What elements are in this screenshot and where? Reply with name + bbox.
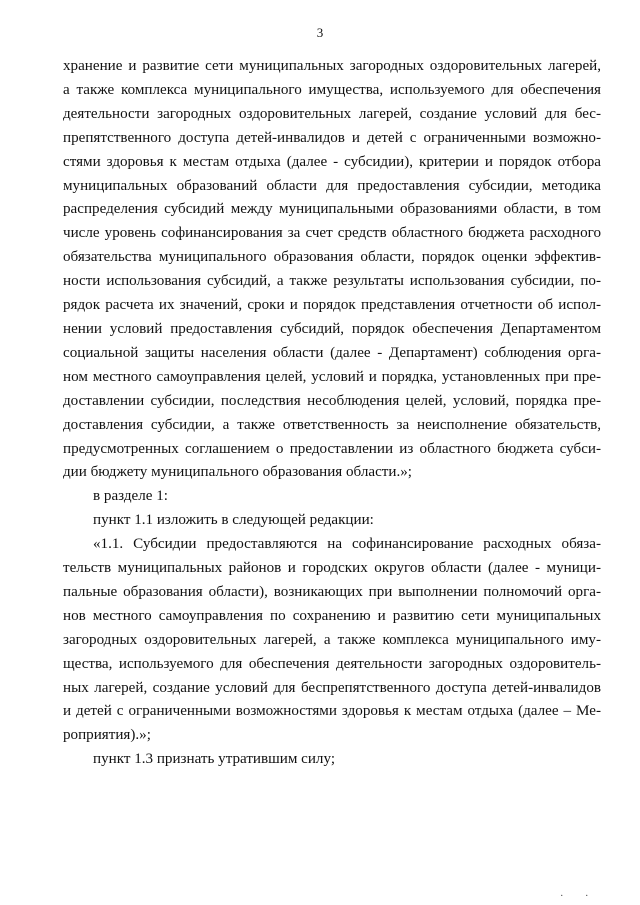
paragraph xyxy=(63,485,601,509)
text-line: числе уровень софинансирования за счет средств областного бюджета расходного xyxy=(63,225,601,242)
text-line: нении условий предоставления субсидий, порядок обеспечения Департаментом xyxy=(63,320,601,337)
scan-marks: . . xyxy=(560,888,598,899)
text-line: муниципальных образований области для предоставления субсидии, методика xyxy=(63,177,601,194)
text-line: рядок расчета их значений, сроки и порядок представления отчетности об испол- xyxy=(63,297,601,314)
text-line: роприятия).»; xyxy=(63,727,151,744)
text-line: стями здоровья к местам отдыха (далее - субсидии), критерии и порядок отбора xyxy=(63,153,601,170)
document-body xyxy=(63,55,601,772)
text-line: в разделе 1: xyxy=(93,488,168,505)
paragraph xyxy=(63,509,601,533)
page-number: 3 xyxy=(316,25,324,40)
text-line: социальной защиты населения области (далее - Департамент) соблюдения орга- xyxy=(63,344,601,361)
paragraph xyxy=(63,748,601,772)
paragraph xyxy=(63,533,601,748)
text-line: пункт 1.1 изложить в следующей редакции: xyxy=(93,512,374,529)
text-line: обязательства муниципального образования области, порядок оценки эффектив- xyxy=(63,249,601,266)
text-line: нов местного самоуправления по сохранению и развитию сети муниципальных xyxy=(63,607,601,624)
text-line: распределения субсидий между муниципальными образованиями области, в том xyxy=(63,201,601,218)
text-line: и детей с ограниченными возможностями здоровья к местам отдыха (далее – Ме- xyxy=(63,703,601,720)
text-line: ных лагерей, создание условий для беспрепятственного доступа детей-инвалидов xyxy=(63,679,601,696)
text-line: пункт 1.3 признать утратившим силу; xyxy=(93,751,336,768)
text-line: дии бюджету муниципального образования области.»; xyxy=(63,464,412,481)
text-line: загородных оздоровительных лагерей, а также комплекса муниципального иму- xyxy=(63,631,601,648)
paragraph xyxy=(63,55,601,485)
text-line: хранение и развитие сети муниципальных загородных оздоровительных лагерей, xyxy=(63,58,601,74)
text-line: а также комплекса муниципального имущества, используемого для обеспечения xyxy=(63,81,601,98)
text-line: ности использования субсидий, а также результаты использования субсидии, по- xyxy=(63,273,601,290)
text-line: щества, используемого для обеспечения деятельности загородных оздоровитель- xyxy=(63,655,601,672)
text-line: препятственного доступа детей-инвалидов и детей с ограниченными возможно- xyxy=(63,129,601,146)
text-line: «1.1. Субсидии предоставляются на софинансирование расходных обяза- xyxy=(93,536,601,553)
text-line: деятельности загородных оздоровительных лагерей, создание условий для бес- xyxy=(63,105,601,122)
text-line: пальные образования области), возникающих при выполнении полномочий орга- xyxy=(63,583,601,600)
text-line: доставления субсидии, а также ответственность за неисполнение обязательств, xyxy=(63,416,601,433)
text-line: предусмотренных соглашением о предоставлении из областного бюджета субси- xyxy=(63,440,601,457)
text-line: доставлении субсидии, последствия несоблюдения целей, условий, порядка пре- xyxy=(63,392,601,409)
text-line: ном местного самоуправления целей, условий и порядка, установленных при пре- xyxy=(63,368,601,385)
text-line: тельств муниципальных районов и городских округов области (далее - муници- xyxy=(63,560,601,577)
